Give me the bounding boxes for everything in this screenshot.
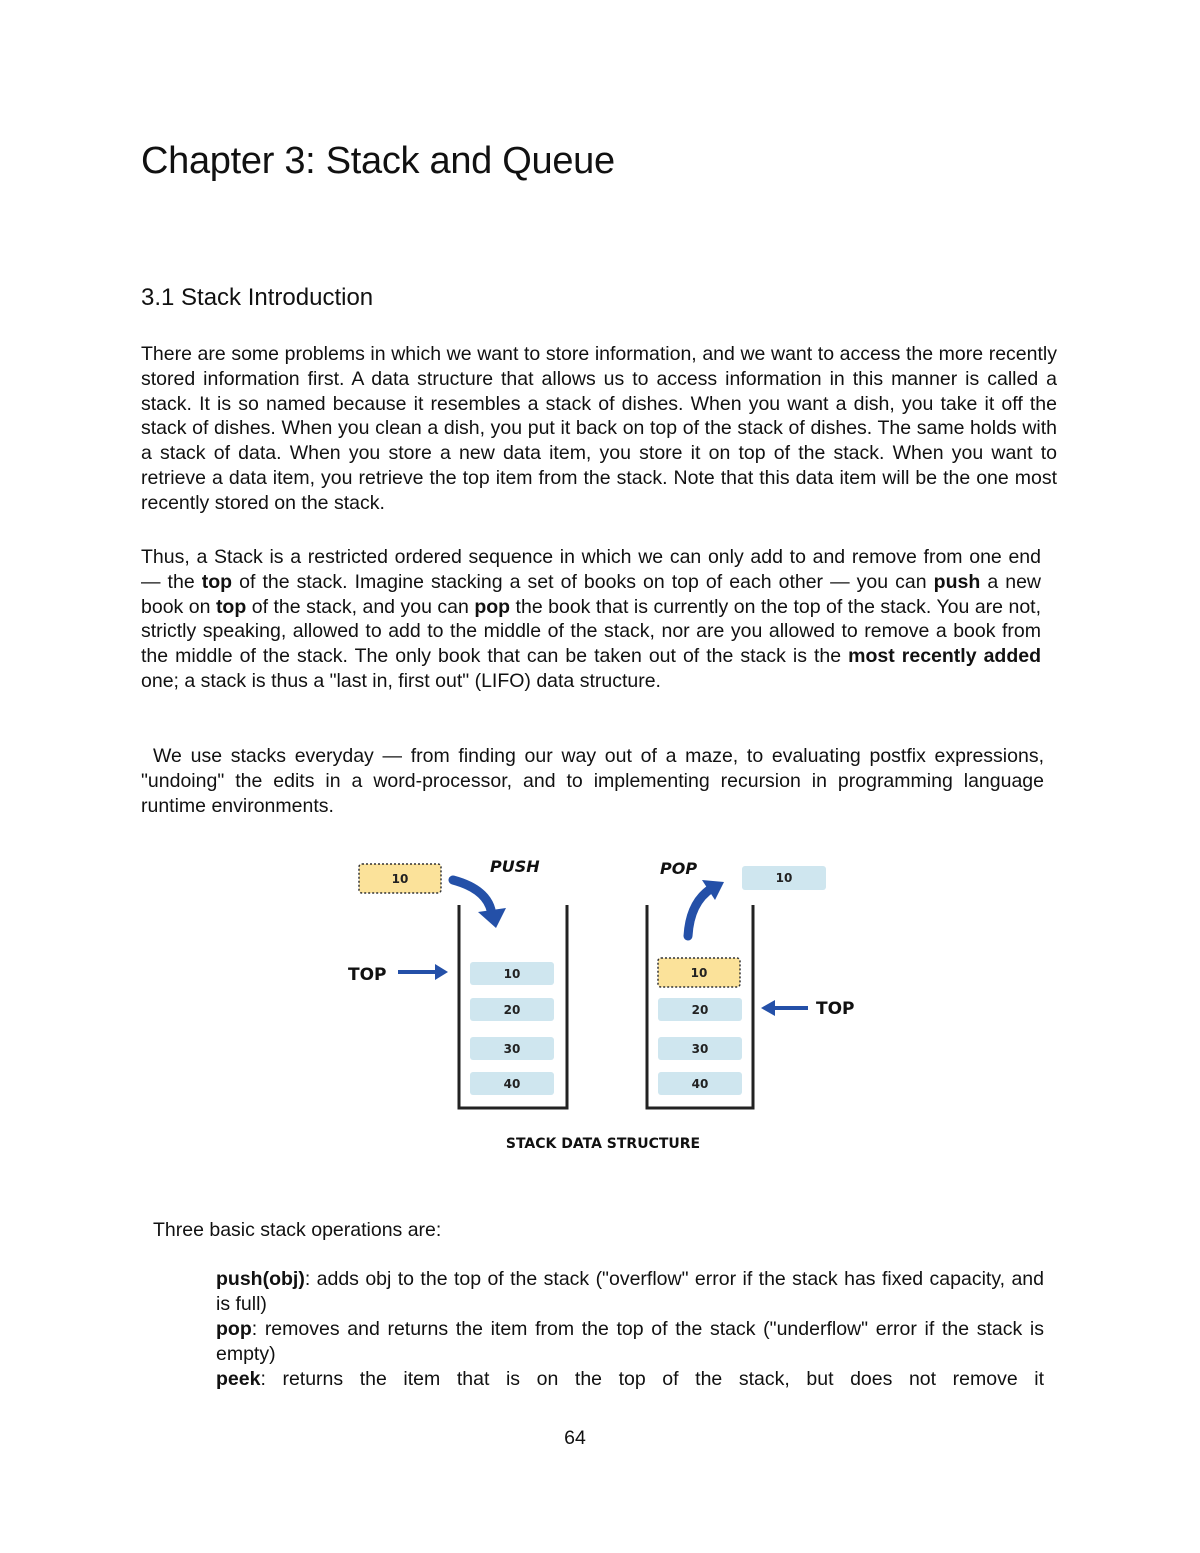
push-cell-value: 10 [503, 967, 521, 981]
chapter-title: Chapter 3: Stack and Queue [141, 140, 615, 182]
operation-description: : returns the item that is on the top of the stack, but does not remove it [260, 1368, 1044, 1390]
text-run: Thus, a Stack is a restricted ordered sequence in which we can only add to and remove from one end — the [141, 546, 1041, 593]
bold-term-top: top [215, 595, 247, 618]
pop-cell-value: 20 [691, 1003, 709, 1017]
operation-description: : removes and returns the item from the top of the stack ("underflow" error if the stack is empty) [216, 1318, 1044, 1365]
bold-term-pop: pop [474, 595, 511, 618]
pop-stack-cells [658, 958, 742, 1095]
pop-top-label: TOP [816, 999, 855, 1019]
section-heading: 3.1 Stack Introduction [141, 284, 374, 311]
push-top-arrowhead-icon [435, 964, 448, 980]
push-arrowhead-icon [478, 908, 506, 928]
pop-arrow-icon [688, 888, 712, 936]
stack-diagram [340, 850, 870, 1160]
pop-top-arrowhead-icon [761, 1000, 775, 1016]
operation-name: peek [216, 1368, 261, 1390]
intro-paragraph: There are some problems in which we want to store information, and we want to access the more recently stored information first. A data structure that allows us to access information in this manner is called a stack. It is so named because it resembles a stack of dishes. When you want a dish, you take it off the stack of dishes. When you clean a dish, you put it back on top of the stack of dishes. The same holds with a stack of data. When you store a new data item, you store it on top of the stack. When you want to retrieve a data item, you retrieve the top item from the stack. Note that this data item will be the one most recently stored on the stack. [141, 343, 1057, 514]
pop-label: POP [660, 859, 698, 878]
push-stack-cells [470, 962, 554, 1095]
operation-description: : adds obj to the top of the stack ("overflow" error if the stack has fixed capacity, and is full) [216, 1268, 1044, 1315]
pop-cell-value: 30 [691, 1042, 709, 1056]
push-top-label: TOP [348, 965, 387, 985]
operation-item [216, 1267, 1044, 1317]
operation-item [216, 1367, 1044, 1392]
page-number: 64 [564, 1427, 586, 1449]
text-run: the book that is currently on the top of the stack. You are not, strictly speaking, allowed to add to the middle of the stack, nor are you allowed to remove a book from the middle of the stack. The only book that can be taken out of the stack is the [141, 595, 1042, 668]
operation-item [216, 1317, 1044, 1367]
operations-intro: Three basic stack operations are: [153, 1219, 442, 1241]
push-incoming-value: 10 [391, 872, 409, 886]
text-run: of the stack, and you can [246, 595, 475, 618]
bold-term-push: push [933, 570, 981, 593]
push-cell-value: 40 [503, 1077, 521, 1091]
pop-outgoing-value: 10 [775, 871, 793, 885]
stack-diagram-svg [340, 850, 870, 1160]
bold-term-most-recently-added: most recently added [848, 645, 1042, 668]
bold-term-top: top [201, 570, 233, 593]
text-run: one; a stack is thus a "last in, first out" (LIFO) data structure. [141, 669, 661, 692]
push-label: PUSH [490, 857, 540, 876]
text-run: of the stack. Imagine stacking a set of books on top of each other — you can [232, 570, 934, 593]
push-cell-value: 30 [503, 1042, 521, 1056]
figure-caption: STACK DATA STRUCTURE [505, 1136, 701, 1152]
operation-name: pop [216, 1318, 252, 1340]
usage-paragraph: We use stacks everyday — from finding our way out of a maze, to evaluating postfix expressions, "undoing" the edits in a word-processor, and to implementing recursion in programming language runtime environments. [141, 745, 1044, 817]
text-run: a new book on [141, 570, 1042, 618]
operation-name: push(obj) [216, 1268, 305, 1290]
pop-cell-value: 10 [690, 966, 708, 980]
lifo-paragraph [141, 545, 1041, 694]
pop-cell-value: 40 [691, 1077, 709, 1091]
push-cell-value: 20 [503, 1003, 521, 1017]
operations-list [216, 1267, 1044, 1392]
